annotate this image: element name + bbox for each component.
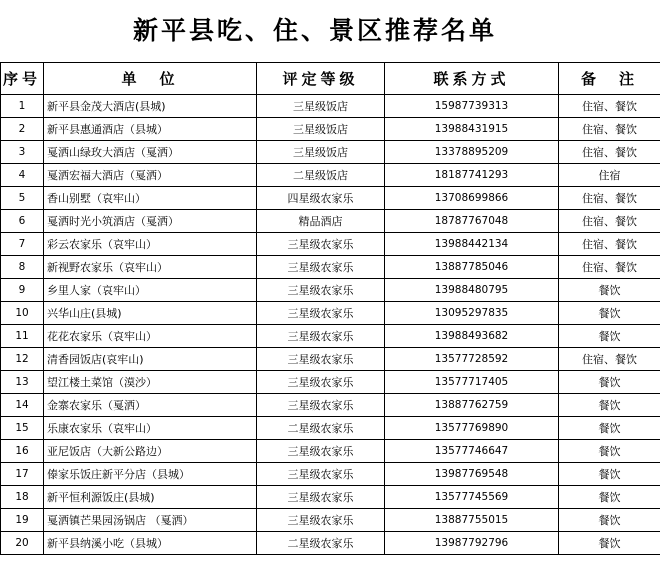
- row-rating: 三星级饭店: [257, 95, 385, 118]
- table-row: [1, 486, 660, 509]
- row-remark: 餐饮: [559, 486, 660, 509]
- row-serial: 6: [1, 210, 44, 233]
- table-row: [1, 256, 660, 279]
- table-row: [1, 233, 660, 256]
- row-rating: 三星级饭店: [257, 118, 385, 141]
- row-phone: 13887785046: [385, 256, 559, 279]
- row-serial: 13: [1, 371, 44, 394]
- row-unit-name: 戛洒宏福大酒店（戛洒）: [44, 164, 257, 187]
- row-phone: 13577746647: [385, 440, 559, 463]
- row-unit-name: 新平县惠通酒店（县城）: [44, 118, 257, 141]
- table-row: [1, 417, 660, 440]
- row-unit-name: 望江楼土菜馆（漠沙）: [44, 371, 257, 394]
- row-remark: 餐饮: [559, 302, 660, 325]
- table-row: [1, 302, 660, 325]
- row-rating: 三星级农家乐: [257, 256, 385, 279]
- row-rating: 三星级农家乐: [257, 509, 385, 532]
- row-remark: 餐饮: [559, 509, 660, 532]
- table-row: [1, 440, 660, 463]
- row-serial: 19: [1, 509, 44, 532]
- row-unit-name: 乐康农家乐（哀牢山）: [44, 417, 257, 440]
- row-rating: 三星级农家乐: [257, 325, 385, 348]
- row-phone: 13988431915: [385, 118, 559, 141]
- row-rating: 三星级农家乐: [257, 440, 385, 463]
- row-serial: 7: [1, 233, 44, 256]
- row-rating: 三星级农家乐: [257, 279, 385, 302]
- table-row: [1, 463, 660, 486]
- row-remark: 餐饮: [559, 532, 660, 555]
- row-unit-name: 新平县纳溪小吃（县城）: [44, 532, 257, 555]
- row-rating: 二星级农家乐: [257, 417, 385, 440]
- row-unit-name: 新平恒利源饭庄(县城): [44, 486, 257, 509]
- row-phone: 13577728592: [385, 348, 559, 371]
- row-rating: 三星级农家乐: [257, 371, 385, 394]
- row-unit-name: 戛洒镇芒果园汤锅店 （戛洒）: [44, 509, 257, 532]
- row-remark: 餐饮: [559, 279, 660, 302]
- table-row: [1, 210, 660, 233]
- row-rating: 三星级农家乐: [257, 463, 385, 486]
- row-remark: 餐饮: [559, 371, 660, 394]
- recommendation-table: [0, 62, 660, 555]
- table-row: [1, 348, 660, 371]
- row-remark: 餐饮: [559, 463, 660, 486]
- row-unit-name: 傣家乐饭庄新平分店（县城）: [44, 463, 257, 486]
- row-rating: 四星级农家乐: [257, 187, 385, 210]
- row-remark: 住宿、餐饮: [559, 95, 660, 118]
- row-unit-name: 戛洒时光小筑酒店（戛洒）: [44, 210, 257, 233]
- row-phone: 13095297835: [385, 302, 559, 325]
- row-serial: 15: [1, 417, 44, 440]
- row-serial: 4: [1, 164, 44, 187]
- row-phone: 13987769548: [385, 463, 559, 486]
- table-row: [1, 532, 660, 555]
- row-remark: 住宿、餐饮: [559, 348, 660, 371]
- row-remark: 住宿、餐饮: [559, 210, 660, 233]
- row-unit-name: 彩云农家乐（哀牢山）: [44, 233, 257, 256]
- row-phone: 13577717405: [385, 371, 559, 394]
- row-unit-name: 清香园饭店(哀牢山): [44, 348, 257, 371]
- row-serial: 14: [1, 394, 44, 417]
- row-serial: 1: [1, 95, 44, 118]
- row-unit-name: 新平县金茂大酒店(县城): [44, 95, 257, 118]
- row-unit-name: 新视野农家乐（哀牢山）: [44, 256, 257, 279]
- row-serial: 9: [1, 279, 44, 302]
- row-remark: 住宿、餐饮: [559, 141, 660, 164]
- table-row: [1, 187, 660, 210]
- row-phone: 13577769890: [385, 417, 559, 440]
- header-serial: 序号: [1, 63, 44, 95]
- row-unit-name: 花花农家乐（哀牢山）: [44, 325, 257, 348]
- row-remark: 住宿、餐饮: [559, 187, 660, 210]
- row-serial: 11: [1, 325, 44, 348]
- row-phone: 18187741293: [385, 164, 559, 187]
- row-unit-name: 戛洒山绿玫大酒店（戛洒）: [44, 141, 257, 164]
- table-row: [1, 141, 660, 164]
- header-rating: 评定等级: [257, 63, 385, 95]
- row-phone: 15987739313: [385, 95, 559, 118]
- header-contact: 联系方式: [385, 63, 559, 95]
- row-phone: 13887755015: [385, 509, 559, 532]
- row-rating: 二星级农家乐: [257, 532, 385, 555]
- row-serial: 20: [1, 532, 44, 555]
- row-serial: 8: [1, 256, 44, 279]
- row-serial: 3: [1, 141, 44, 164]
- table-row: [1, 95, 660, 118]
- table-row: [1, 394, 660, 417]
- row-serial: 12: [1, 348, 44, 371]
- row-unit-name: 乡里人家（哀牢山）: [44, 279, 257, 302]
- header-remark: 备 注: [559, 63, 660, 95]
- row-phone: 13988493682: [385, 325, 559, 348]
- row-phone: 13987792796: [385, 532, 559, 555]
- row-remark: 住宿、餐饮: [559, 118, 660, 141]
- row-unit-name: 香山别墅（哀牢山）: [44, 187, 257, 210]
- row-serial: 5: [1, 187, 44, 210]
- row-rating: 二星级饭店: [257, 164, 385, 187]
- row-phone: 13378895209: [385, 141, 559, 164]
- header-unit: 单 位: [44, 63, 257, 95]
- row-remark: 餐饮: [559, 440, 660, 463]
- row-rating: 三星级农家乐: [257, 486, 385, 509]
- row-rating: 精品酒店: [257, 210, 385, 233]
- row-remark: 餐饮: [559, 417, 660, 440]
- row-unit-name: 金寨农家乐（戛洒）: [44, 394, 257, 417]
- header-row: [1, 63, 660, 95]
- table-row: [1, 325, 660, 348]
- row-phone: 13988480795: [385, 279, 559, 302]
- row-rating: 三星级农家乐: [257, 233, 385, 256]
- document-title: 新平县吃、住、景区推荐名单: [132, 16, 497, 45]
- row-serial: 16: [1, 440, 44, 463]
- row-phone: 13887762759: [385, 394, 559, 417]
- row-remark: 住宿、餐饮: [559, 256, 660, 279]
- row-rating: 三星级农家乐: [257, 302, 385, 325]
- row-serial: 18: [1, 486, 44, 509]
- row-serial: 2: [1, 118, 44, 141]
- row-rating: 三星级饭店: [257, 141, 385, 164]
- row-unit-name: 亚尼饭店（大新公路边）: [44, 440, 257, 463]
- table-row: [1, 118, 660, 141]
- row-phone: 13708699866: [385, 187, 559, 210]
- row-phone: 13988442134: [385, 233, 559, 256]
- row-remark: 住宿、餐饮: [559, 233, 660, 256]
- row-rating: 三星级农家乐: [257, 394, 385, 417]
- row-remark: 餐饮: [559, 325, 660, 348]
- table-row: [1, 279, 660, 302]
- table-row: [1, 371, 660, 394]
- row-unit-name: 兴华山庄(县城): [44, 302, 257, 325]
- row-serial: 10: [1, 302, 44, 325]
- row-serial: 17: [1, 463, 44, 486]
- row-remark: 餐饮: [559, 394, 660, 417]
- row-phone: 13577745569: [385, 486, 559, 509]
- row-remark: 住宿: [559, 164, 660, 187]
- row-rating: 三星级农家乐: [257, 348, 385, 371]
- table-row: [1, 509, 660, 532]
- table-row: [1, 164, 660, 187]
- row-phone: 18787767048: [385, 210, 559, 233]
